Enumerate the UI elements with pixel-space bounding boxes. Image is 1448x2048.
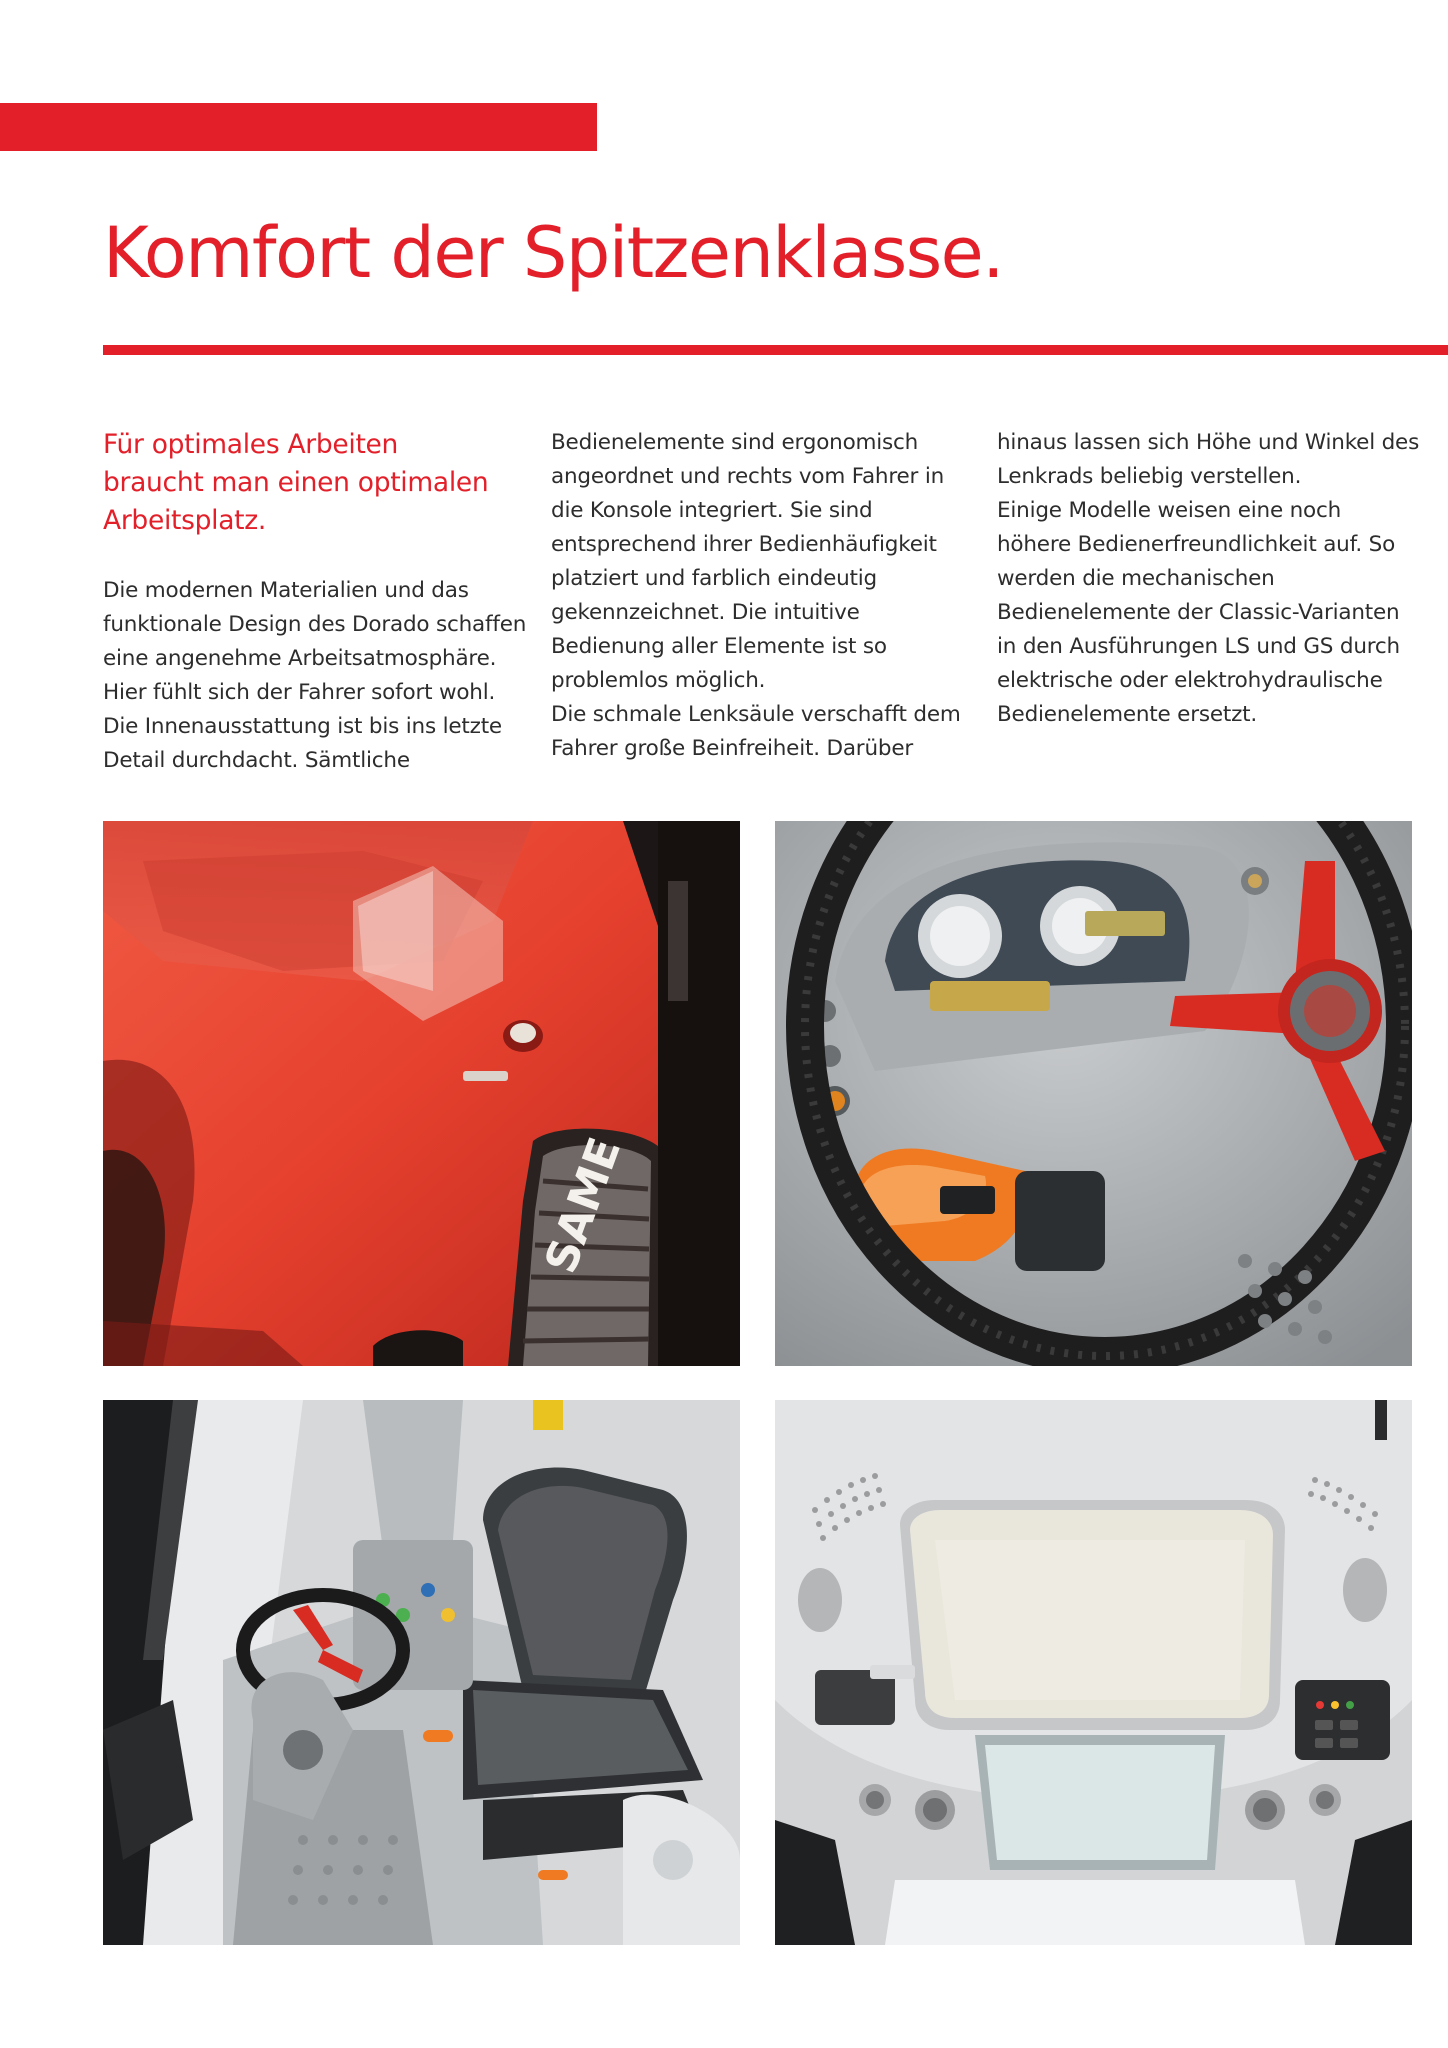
body-paragraph — [551, 426, 971, 766]
photo-tractor-hood — [103, 821, 740, 1366]
photo-steering-dashboard — [775, 821, 1412, 1366]
text-line: Die schmale Lenksäule verschafft dem — [551, 702, 961, 727]
text-line: gekennzeichnet. Die intuitive — [551, 600, 860, 625]
text-line: in den Ausführungen LS und GS durch — [997, 634, 1400, 659]
text-column-2 — [551, 426, 971, 766]
title-rule — [103, 345, 1448, 355]
text-line: Bedienung aller Elemente ist so — [551, 634, 887, 659]
subheading-line: Für optimales Arbeiten — [103, 429, 399, 460]
text-line: Detail durchdacht. Sämtliche — [103, 748, 410, 773]
text-line: die Konsole integriert. Sie sind — [551, 498, 873, 523]
text-column-1 — [103, 426, 527, 778]
text-line: Fahrer große Beinfreiheit. Darüber — [551, 736, 913, 761]
text-column-3 — [997, 426, 1420, 732]
hood-brand-text: SAME — [535, 1131, 632, 1280]
text-line: werden die mechanischen — [997, 566, 1275, 591]
photo-cab-seat — [103, 1400, 740, 1945]
text-line: hinaus lassen sich Höhe und Winkel des — [997, 430, 1420, 455]
text-line: Die modernen Materialien und das — [103, 578, 469, 603]
section-subheading — [103, 426, 523, 540]
text-line: höhere Bedienerfreundlichkeit auf. So — [997, 532, 1396, 557]
page-title: Komfort der Spitzenklasse. — [103, 212, 1003, 294]
top-accent-bar — [0, 103, 597, 151]
text-line: problemlos möglich. — [551, 668, 766, 693]
subheading-line: braucht man einen optimalen — [103, 467, 489, 498]
text-line: Hier fühlt sich der Fahrer sofort wohl. — [103, 680, 496, 705]
text-line: Einige Modelle weisen eine noch — [997, 498, 1342, 523]
text-line: entsprechend ihrer Bedienhäufigkeit — [551, 532, 937, 557]
body-paragraph — [997, 426, 1420, 732]
text-line: eine angenehme Arbeitsatmosphäre. — [103, 646, 497, 671]
subheading-line: Arbeitsplatz. — [103, 505, 266, 536]
text-line: platziert und farblich eindeutig — [551, 566, 877, 591]
text-line: Bedienelemente ersetzt. — [997, 702, 1258, 727]
photo-cab-roof — [775, 1400, 1412, 1945]
text-line: Bedienelemente sind ergonomisch — [551, 430, 919, 455]
text-line: angeordnet und rechts vom Fahrer in — [551, 464, 945, 489]
text-line: Die Innenausstattung ist bis ins letzte — [103, 714, 502, 739]
text-line: elektrische oder elektrohydraulische — [997, 668, 1383, 693]
text-line: Lenkrads beliebig verstellen. — [997, 464, 1302, 489]
text-line: Bedienelemente der Classic-Varianten — [997, 600, 1400, 625]
text-line: funktionale Design des Dorado schaffen — [103, 612, 527, 637]
body-paragraph — [103, 574, 527, 778]
